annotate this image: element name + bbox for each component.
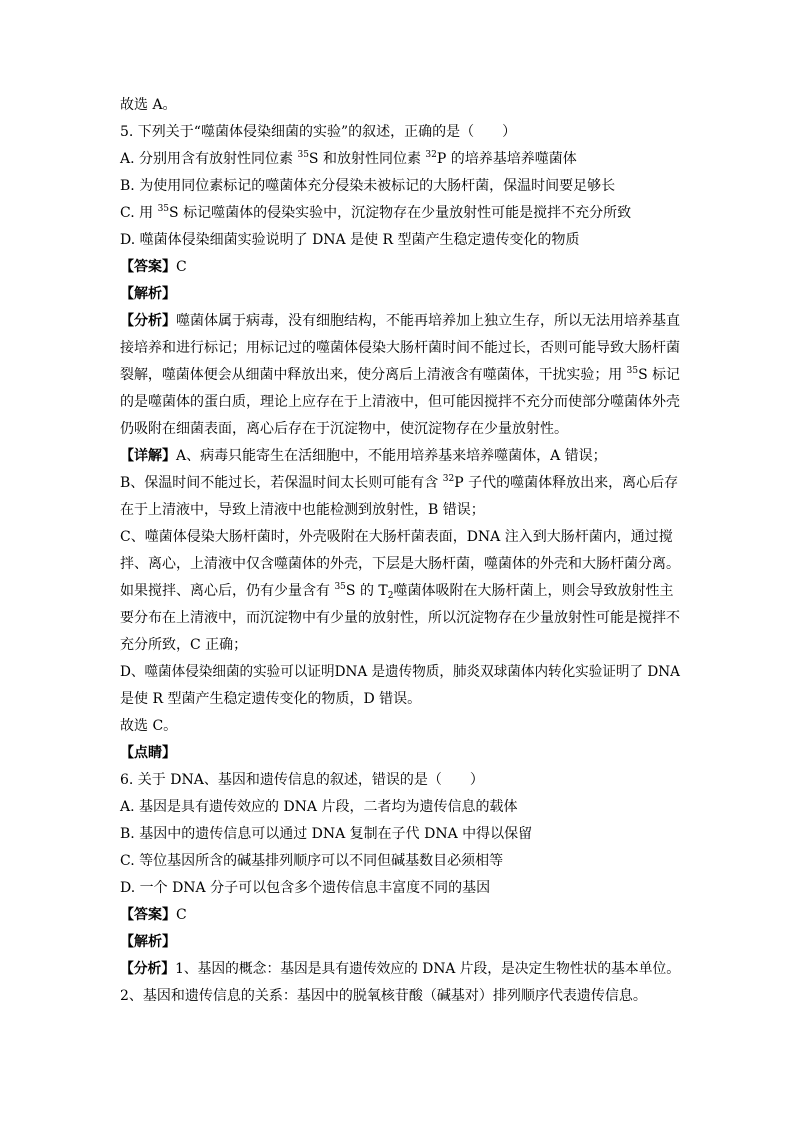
- text-line: [120, 443, 680, 470]
- line-text: [120, 200, 631, 227]
- text-line: [120, 200, 680, 227]
- text-run: D. 噬菌体侵染细菌实验说明了 DNA 是使 R 型菌产生稳定遗传变化的物质: [120, 232, 580, 248]
- text-run: B. 基因中的遗传信息可以通过 DNA 复制在子代 DNA 中得以保留: [120, 826, 533, 842]
- text-line: [120, 92, 680, 119]
- text-line: [120, 389, 680, 416]
- text-run: B. 为使用同位素标记的噬菌体充分侵染未被标记的大肠杆菌，保温时间要足够长: [120, 178, 616, 194]
- line-text: [120, 497, 485, 524]
- text-run: C. 用: [120, 205, 158, 221]
- text-line: [120, 713, 680, 740]
- superscript: 35: [626, 366, 639, 376]
- line-text: [120, 767, 484, 794]
- text-line: [120, 551, 680, 578]
- line-text: [120, 335, 680, 362]
- text-run: C: [176, 907, 187, 923]
- section-tag: 【答案】: [120, 259, 176, 275]
- text-line: [120, 821, 680, 848]
- superscript: 32: [442, 474, 455, 484]
- line-text: [120, 92, 177, 119]
- text-line: [120, 524, 680, 551]
- text-line: [120, 416, 680, 443]
- text-run: 故选 C。: [120, 718, 178, 734]
- text-line: [120, 578, 680, 605]
- line-text: [120, 227, 580, 254]
- text-run: C. 等位基因所含的碱基排列顺序可以不同但碱基数目必须相等: [120, 853, 504, 869]
- text-run: 噬菌体吸附在大肠杆菌上，则会导致放射性主: [393, 583, 674, 599]
- text-run: 的是噬菌体的蛋白质，理论上应存在于上清液中，但可能因搅拌不充分而使部分噬菌体外壳: [120, 394, 680, 410]
- text-run: C、噬菌体侵染大肠杆菌时，外壳吸附在大肠杆菌表面，DNA 注入到大肠杆菌内，通过搅: [120, 529, 673, 545]
- line-text: [120, 929, 176, 956]
- text-run: 噬菌体属于病毒，没有细胞结构，不能再培养加上独立生存，所以无法用培养基直: [176, 313, 680, 329]
- text-run: S 的 T: [345, 583, 388, 599]
- text-run: C: [176, 259, 187, 275]
- subscript: 2: [387, 591, 394, 601]
- text-line: [120, 335, 680, 362]
- text-run: P 子代的噬菌体释放出来，离心后存: [454, 475, 679, 491]
- line-text: [120, 173, 615, 200]
- text-line: [120, 119, 680, 146]
- line-text: [120, 524, 673, 551]
- superscript: 32: [425, 150, 437, 160]
- text-line: [120, 308, 680, 335]
- text-line: [120, 767, 680, 794]
- text-run: D. 一个 DNA 分子可以包含多个遗传信息丰富度不同的基因: [120, 880, 491, 896]
- text-run: S 标记噬菌体的侵染实验中，沉淀物存在少量放射性可能是搅拌不充分所致: [169, 205, 632, 221]
- line-text: [120, 848, 503, 875]
- line-text: [120, 902, 187, 929]
- text-run: A、病毒只能寄生在活细胞中，不能用培养基来培养噬菌体，A 错误；: [176, 448, 607, 464]
- text-line: [120, 254, 680, 281]
- section-tag: 【点睛】: [120, 745, 176, 761]
- line-text: [120, 632, 247, 659]
- text-run: 1、基因的概念：基因是具有遗传效应的 DNA 片段，是决定生物性状的基本单位。: [175, 961, 680, 977]
- line-text: [120, 875, 490, 902]
- text-run: 在于上清液中，导致上清液中也能检测到放射性，B 错误；: [120, 502, 485, 518]
- line-text: [120, 254, 187, 281]
- text-run: A. 分别用含有放射性同位素: [120, 151, 298, 167]
- text-run: P 的培养基培养噬菌体: [436, 151, 577, 167]
- document-body: [120, 92, 680, 1010]
- text-line: [120, 470, 680, 497]
- line-text: [120, 821, 532, 848]
- line-text: [120, 578, 673, 605]
- section-tag: 【解析】: [120, 934, 176, 950]
- section-tag: 【解析】: [120, 286, 176, 302]
- superscript: 35: [297, 150, 309, 160]
- text-line: [120, 983, 680, 1010]
- line-text: [120, 659, 680, 686]
- line-text: [120, 686, 421, 713]
- line-text: [120, 416, 568, 443]
- line-text: [120, 281, 176, 308]
- line-text: [120, 551, 680, 578]
- text-run: 要分布在上清液中，而沉淀物中有少量的放射性，所以沉淀物存在少量放射性可能是搅拌不: [120, 610, 680, 626]
- line-text: [120, 443, 607, 470]
- text-run: B、保温时间不能过长，若保温时间太长则可能有含: [120, 475, 443, 491]
- text-line: [120, 794, 680, 821]
- text-line: [120, 146, 680, 173]
- line-text: [120, 308, 680, 335]
- section-tag: 【分析】: [120, 961, 176, 977]
- text-line: [120, 362, 680, 389]
- line-text: [120, 362, 680, 389]
- line-text: [120, 794, 518, 821]
- line-text: [120, 983, 647, 1010]
- text-line: [120, 686, 680, 713]
- text-line: [120, 227, 680, 254]
- line-text: [120, 713, 177, 740]
- text-run: D、噬菌体侵染细菌的实验可以证明DNA 是遗传物质，肺炎双球菌体内转化实验证明了 DNA: [120, 664, 680, 680]
- text-line: [120, 632, 680, 659]
- text-run: A. 基因是具有遗传效应的 DNA 片段，二者均为遗传信息的载体: [120, 799, 518, 815]
- line-text: [120, 740, 176, 767]
- text-line: [120, 848, 680, 875]
- section-tag: 【答案】: [120, 907, 176, 923]
- section-tag: 【分析】: [120, 313, 176, 329]
- text-run: 裂解，噬菌体便会从细菌中释放出来，使分离后上清液含有噬菌体，干扰实验；用: [120, 367, 627, 383]
- text-line: [120, 875, 680, 902]
- text-run: 2、基因和遗传信息的关系：基因中的脱氧核苷酸（碱基对）排列顺序代表遗传信息。: [120, 988, 647, 1004]
- text-run: S 和放射性同位素: [308, 151, 426, 167]
- text-run: 接培养和进行标记；用标记过的噬菌体侵染大肠杆菌时间不能过长，否则可能导致大肠杆菌: [120, 340, 680, 356]
- text-line: [120, 659, 680, 686]
- text-run: 是使 R 型菌产生稳定遗传变化的物质，D 错误。: [120, 691, 422, 707]
- text-line: [120, 956, 680, 983]
- text-line: [120, 740, 680, 767]
- line-text: [120, 119, 516, 146]
- superscript: 35: [157, 204, 170, 214]
- line-text: [120, 470, 678, 497]
- text-run: 仍吸附在细菌表面，离心后存在于沉淀物中，使沉淀物存在少量放射性。: [120, 421, 568, 437]
- text-line: [120, 281, 680, 308]
- text-run: 充分所致，C 正确；: [120, 637, 248, 653]
- text-line: [120, 497, 680, 524]
- section-tag: 【详解】: [120, 448, 176, 464]
- text-line: [120, 929, 680, 956]
- text-run: 拌、离心，上清液中仅含噬菌体的外壳，下层是大肠杆菌，噬菌体的外壳和大肠杆菌分离。: [120, 556, 680, 572]
- line-text: [120, 389, 680, 416]
- line-text: [120, 956, 680, 983]
- line-text: [120, 605, 680, 632]
- line-text: [120, 146, 577, 173]
- text-run: 6. 关于 DNA、基因和遗传信息的叙述，错误的是（ ）: [120, 772, 484, 788]
- text-line: [120, 605, 680, 632]
- text-run: 故选 A。: [120, 97, 177, 113]
- text-run: 5. 下列关于“噬菌体侵染细菌的实验”的叙述，正确的是（ ）: [120, 124, 517, 140]
- text-line: [120, 173, 680, 200]
- text-run: 如果搅拌、离心后，仍有少量含有: [120, 583, 335, 599]
- text-line: [120, 902, 680, 929]
- superscript: 35: [334, 582, 346, 592]
- text-run: S 标记: [638, 367, 680, 383]
